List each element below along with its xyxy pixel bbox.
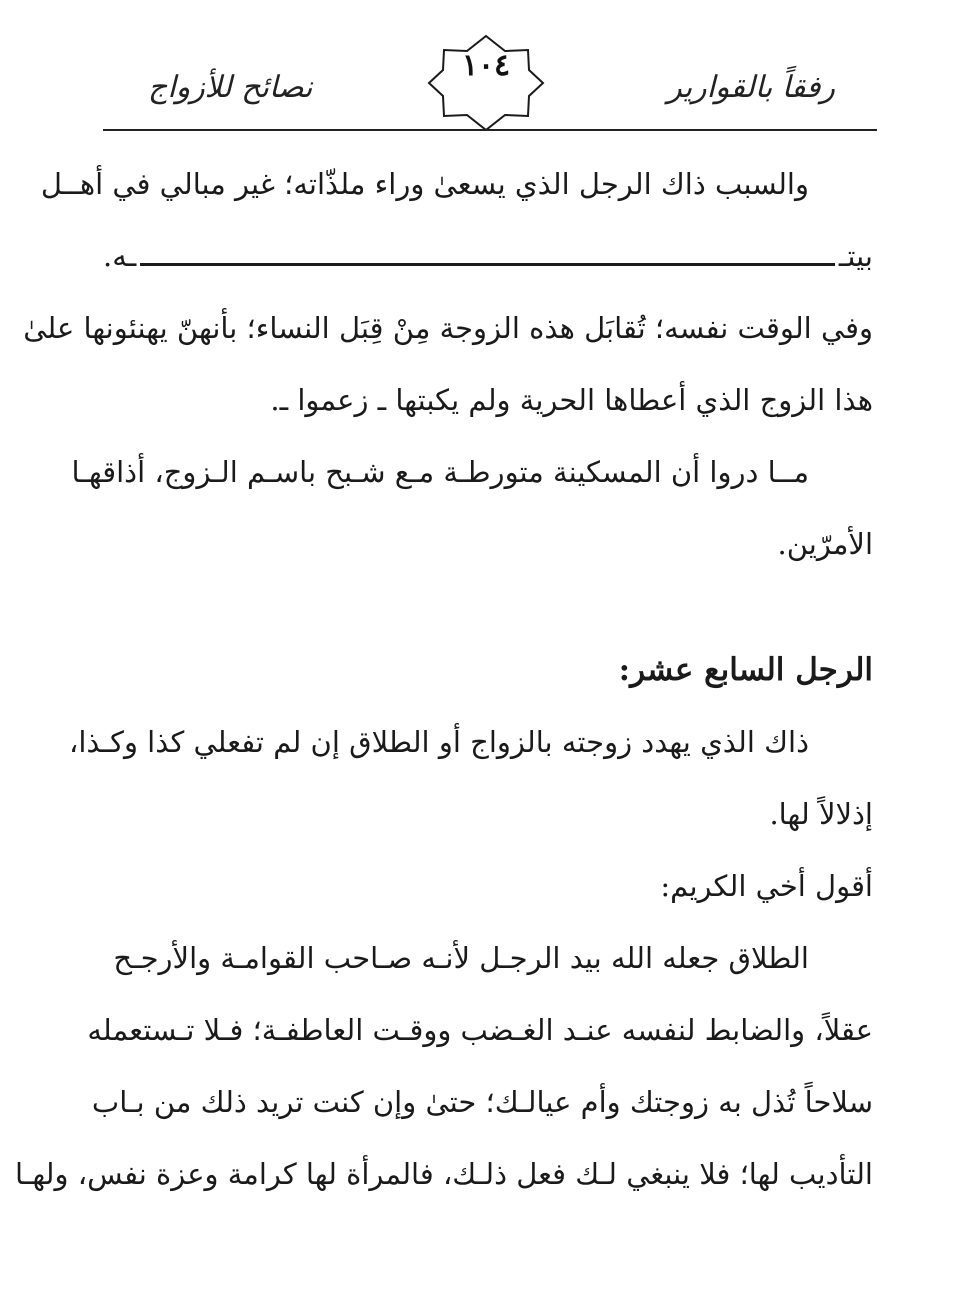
paragraph-line: أقول أخي الكريم: — [660, 869, 873, 903]
paragraph-line: الطلاق جعله الله بيد الرجـل لأنـه صـاحب القوامـة والأرجـح — [113, 941, 809, 975]
chapter-title: نصائح للأزواج — [148, 70, 313, 105]
stretched-word-end: ـه. — [103, 239, 137, 273]
stretched-line — [103, 220, 873, 292]
stretched-word-start: بيتـ — [838, 239, 873, 273]
paragraph-line: الأمرّين. — [777, 527, 873, 561]
paragraph-line: هذا الزوج الذي أعطاها الحرية ولم يكبتها ـ زعموا ـ. — [270, 383, 873, 417]
paragraph-line: وفي الوقت نفسه؛ تُقابَل هذه الزوجة مِنْ قِبَل النساء؛ بأنهنّ يهنئونها علىٰ — [23, 311, 873, 345]
page-number: ١٠٤ — [461, 48, 511, 83]
paragraph-line: ذاك الذي يهدد زوجته بالزواج أو الطلاق إن لم تفعلي كذا وكـذا، — [69, 725, 809, 759]
paragraph-line: التأديب لها؛ فلا ينبغي لـك فعل ذلـك، فالمرأة لها كرامة وعزة نفس، ولهـا — [14, 1157, 873, 1191]
page-body — [14, 148, 873, 1210]
tatweel-stroke — [140, 263, 835, 266]
paragraph-line: إذلالاً لها. — [769, 797, 873, 831]
paragraph-line: والسبب ذاك الرجل الذي يسعىٰ وراء ملذّاته؛ غير مبالي في أهــل — [40, 167, 809, 201]
book-title: رفقاً بالقوارير — [667, 70, 835, 105]
section-heading: الرجل السابع عشر: — [618, 652, 873, 688]
paragraph-line: سلاحاً تُذل به زوجتك وأم عيالـك؛ حتىٰ وإن كنت تريد ذلك من بـاب — [91, 1085, 873, 1119]
paragraph-line: عقلاً، والضابط لنفسه عنـد الغـضب ووقـت العاطفـة؛ فـلا تـستعمله — [87, 1013, 873, 1047]
section-gap — [103, 580, 873, 634]
paragraph-line: مــا دروا أن المسكينة متورطـة مـع شـبح باسـم الـزوج، أذاقهـا — [71, 455, 809, 489]
header-divider — [103, 129, 877, 131]
